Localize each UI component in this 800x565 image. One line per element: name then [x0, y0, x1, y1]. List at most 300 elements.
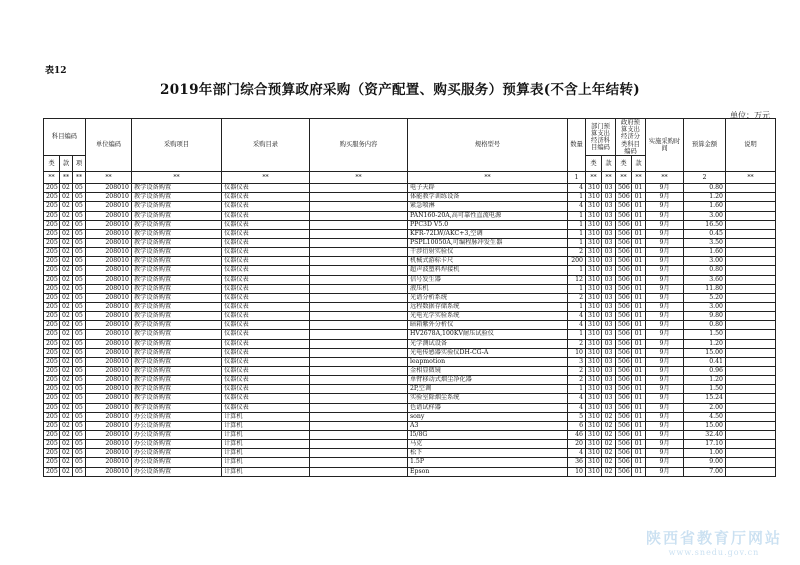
cell-gov-kuan: 01: [632, 421, 646, 430]
table-row: [44, 440, 776, 449]
cell-lei: 205: [44, 284, 60, 293]
cell-amount: 3.50: [684, 239, 726, 248]
cell-dept-kuan: 03: [602, 348, 616, 357]
cell-catalog: 仪器仪表: [222, 293, 310, 302]
table-row: [44, 303, 776, 312]
cell-qty: 1: [568, 266, 586, 275]
cell-xiang: 05: [73, 193, 86, 202]
cell-catalog: 仪器仪表: [222, 385, 310, 394]
cell-spec: 暗箱紫外分析仪: [408, 321, 568, 330]
cell-project: 教学设备购置: [132, 257, 222, 266]
cell-note: [726, 357, 776, 366]
table-row: [44, 248, 776, 257]
cell-kuan: 02: [60, 257, 73, 266]
cell-catalog: 仪器仪表: [222, 357, 310, 366]
cell-unit-code: 208010: [86, 284, 132, 293]
cell-amount: 2.00: [684, 403, 726, 412]
cell-service: [310, 440, 408, 449]
cell-service: [310, 284, 408, 293]
cell-qty: 1: [568, 385, 586, 394]
cell-gov-lei: 506: [616, 357, 632, 366]
cell-dept-kuan: 03: [602, 266, 616, 275]
cell-dept-kuan: 03: [602, 202, 616, 211]
cell-spec: 远程数据存储系统: [408, 303, 568, 312]
cell-lei: 205: [44, 366, 60, 375]
cell-gov-lei: 506: [616, 348, 632, 357]
cell-month: 9月: [646, 202, 684, 211]
cell-gov-kuan: 01: [632, 403, 646, 412]
cell-dept-kuan: 03: [602, 366, 616, 375]
cell-gov-kuan: 01: [632, 211, 646, 220]
cell-xiang: 05: [73, 330, 86, 339]
cell-dept-lei: 310: [586, 339, 602, 348]
cell-month: 9月: [646, 312, 684, 321]
cell-dept-kuan: 02: [602, 430, 616, 439]
cell-gov-lei: 506: [616, 430, 632, 439]
header-gov-code: 政府预算支出经济分类科目编码: [616, 119, 646, 156]
cell-dept-lei: 310: [586, 275, 602, 284]
cell-dept-lei: 310: [586, 430, 602, 439]
cell-project: 教学设备购置: [132, 284, 222, 293]
cell-month: 9月: [646, 458, 684, 467]
cell-note: [726, 248, 776, 257]
cell-dept-kuan: 03: [602, 257, 616, 266]
cell-gov-lei: 506: [616, 385, 632, 394]
header-dept-lei: 类: [586, 156, 602, 172]
cell-unit-code: 208010: [86, 248, 132, 257]
cell-lei: 205: [44, 275, 60, 284]
cell-qty: 1: [568, 220, 586, 229]
table-body: [44, 184, 776, 477]
cell-unit-code: 208010: [86, 376, 132, 385]
cell-project: 教学设备购置: [132, 330, 222, 339]
marker-cell: **: [646, 172, 684, 184]
cell-month: 9月: [646, 248, 684, 257]
cell-dept-kuan: 02: [602, 449, 616, 458]
cell-dept-kuan: 03: [602, 239, 616, 248]
cell-catalog: 计算机: [222, 440, 310, 449]
cell-unit-code: 208010: [86, 303, 132, 312]
cell-dept-kuan: 03: [602, 385, 616, 394]
cell-xiang: 05: [73, 312, 86, 321]
cell-project: 教学设备购置: [132, 348, 222, 357]
cell-gov-kuan: 01: [632, 357, 646, 366]
cell-qty: 1: [568, 239, 586, 248]
cell-kuan: 02: [60, 348, 73, 357]
cell-spec: 光电传感器实验仪DH-CG-A: [408, 348, 568, 357]
cell-kuan: 02: [60, 357, 73, 366]
table-row: [44, 321, 776, 330]
cell-lei: 205: [44, 357, 60, 366]
cell-gov-lei: 506: [616, 449, 632, 458]
cell-amount: 0.45: [684, 229, 726, 238]
cell-note: [726, 403, 776, 412]
cell-project: 教学设备购置: [132, 303, 222, 312]
cell-amount: 5.20: [684, 293, 726, 302]
cell-qty: 2: [568, 376, 586, 385]
cell-spec: leapmotion: [408, 357, 568, 366]
cell-month: 9月: [646, 348, 684, 357]
cell-kuan: 02: [60, 339, 73, 348]
cell-gov-kuan: 01: [632, 394, 646, 403]
marker-cell: **: [408, 172, 568, 184]
watermark-site-name: 陕西省教育厅网站: [645, 529, 782, 547]
table-row: [44, 339, 776, 348]
cell-xiang: 05: [73, 348, 86, 357]
cell-xiang: 05: [73, 284, 86, 293]
cell-service: [310, 467, 408, 476]
cell-gov-lei: 506: [616, 248, 632, 257]
header-service: 购买服务内容: [310, 119, 408, 172]
cell-dept-kuan: 02: [602, 412, 616, 421]
cell-catalog: 仪器仪表: [222, 312, 310, 321]
cell-gov-lei: 506: [616, 220, 632, 229]
marker-cell: 1: [568, 172, 586, 184]
cell-amount: 1.00: [684, 449, 726, 458]
cell-lei: 205: [44, 303, 60, 312]
cell-spec: 光学测试设备: [408, 339, 568, 348]
table-header: [44, 119, 776, 184]
cell-gov-kuan: 01: [632, 412, 646, 421]
cell-lei: 205: [44, 248, 60, 257]
table-row: [44, 403, 776, 412]
cell-dept-lei: 310: [586, 449, 602, 458]
cell-note: [726, 440, 776, 449]
cell-service: [310, 220, 408, 229]
cell-lei: 205: [44, 430, 60, 439]
cell-amount: 1.60: [684, 248, 726, 257]
cell-gov-kuan: 01: [632, 458, 646, 467]
cell-note: [726, 366, 776, 375]
table-row: [44, 458, 776, 467]
cell-note: [726, 330, 776, 339]
cell-note: [726, 239, 776, 248]
cell-dept-lei: 310: [586, 357, 602, 366]
cell-gov-lei: 506: [616, 211, 632, 220]
cell-service: [310, 248, 408, 257]
cell-xiang: 05: [73, 257, 86, 266]
cell-gov-kuan: 01: [632, 440, 646, 449]
cell-gov-lei: 506: [616, 330, 632, 339]
cell-dept-kuan: 03: [602, 321, 616, 330]
cell-catalog: 仪器仪表: [222, 376, 310, 385]
cell-amount: 16.50: [684, 220, 726, 229]
cell-qty: 2: [568, 248, 586, 257]
cell-kuan: 02: [60, 440, 73, 449]
cell-gov-kuan: 01: [632, 184, 646, 193]
cell-lei: 205: [44, 467, 60, 476]
cell-note: [726, 303, 776, 312]
cell-amount: 0.41: [684, 357, 726, 366]
cell-service: [310, 394, 408, 403]
cell-kuan: 02: [60, 303, 73, 312]
cell-qty: 4: [568, 312, 586, 321]
cell-gov-kuan: 01: [632, 330, 646, 339]
cell-unit-code: 208010: [86, 440, 132, 449]
cell-lei: 205: [44, 266, 60, 275]
table-row: [44, 430, 776, 439]
cell-kuan: 02: [60, 211, 73, 220]
cell-qty: 1: [568, 284, 586, 293]
cell-month: 9月: [646, 239, 684, 248]
cell-amount: 1.50: [684, 385, 726, 394]
cell-qty: 4: [568, 184, 586, 193]
cell-lei: 205: [44, 312, 60, 321]
cell-gov-kuan: 01: [632, 257, 646, 266]
cell-month: 9月: [646, 193, 684, 202]
table-row: [44, 421, 776, 430]
cell-kuan: 02: [60, 184, 73, 193]
cell-gov-kuan: 01: [632, 348, 646, 357]
cell-kuan: 02: [60, 421, 73, 430]
cell-lei: 205: [44, 257, 60, 266]
cell-xiang: 05: [73, 394, 86, 403]
cell-dept-kuan: 03: [602, 357, 616, 366]
cell-catalog: 仪器仪表: [222, 229, 310, 238]
cell-unit-code: 208010: [86, 312, 132, 321]
cell-gov-lei: 506: [616, 366, 632, 375]
cell-amount: 3.00: [684, 211, 726, 220]
cell-catalog: 仪器仪表: [222, 303, 310, 312]
cell-catalog: 仪器仪表: [222, 266, 310, 275]
cell-qty: 10: [568, 467, 586, 476]
cell-amount: 0.96: [684, 366, 726, 375]
cell-lei: 205: [44, 339, 60, 348]
cell-catalog: 计算机: [222, 458, 310, 467]
cell-amount: 11.80: [684, 284, 726, 293]
cell-dept-kuan: 02: [602, 421, 616, 430]
cell-dept-lei: 310: [586, 385, 602, 394]
table-row: [44, 449, 776, 458]
cell-amount: 17.10: [684, 440, 726, 449]
cell-gov-lei: 506: [616, 275, 632, 284]
cell-spec: 紧急喷淋: [408, 202, 568, 211]
cell-service: [310, 275, 408, 284]
cell-lei: 205: [44, 440, 60, 449]
cell-dept-lei: 310: [586, 376, 602, 385]
cell-service: [310, 184, 408, 193]
cell-qty: 1: [568, 211, 586, 220]
table-row: [44, 385, 776, 394]
cell-gov-lei: 506: [616, 293, 632, 302]
cell-month: 9月: [646, 266, 684, 275]
cell-catalog: 计算机: [222, 412, 310, 421]
cell-project: 教学设备购置: [132, 366, 222, 375]
header-spec: 规格型号: [408, 119, 568, 172]
cell-dept-kuan: 03: [602, 312, 616, 321]
cell-xiang: 05: [73, 357, 86, 366]
cell-kuan: 02: [60, 266, 73, 275]
table-row: [44, 193, 776, 202]
cell-dept-kuan: 03: [602, 394, 616, 403]
cell-project: 教学设备购置: [132, 357, 222, 366]
cell-spec: 液压机: [408, 284, 568, 293]
table-row: [44, 467, 776, 476]
cell-lei: 205: [44, 376, 60, 385]
cell-dept-kuan: 02: [602, 458, 616, 467]
cell-unit-code: 208010: [86, 366, 132, 375]
cell-gov-kuan: 01: [632, 220, 646, 229]
cell-note: [726, 284, 776, 293]
cell-xiang: 05: [73, 339, 86, 348]
cell-xiang: 05: [73, 376, 86, 385]
cell-note: [726, 220, 776, 229]
cell-note: [726, 312, 776, 321]
cell-note: [726, 266, 776, 275]
cell-dept-lei: 310: [586, 239, 602, 248]
unit-label: 单位：万元: [730, 111, 770, 120]
cell-gov-kuan: 01: [632, 366, 646, 375]
cell-dept-kuan: 03: [602, 303, 616, 312]
cell-dept-lei: 310: [586, 220, 602, 229]
cell-gov-kuan: 01: [632, 312, 646, 321]
cell-xiang: 05: [73, 430, 86, 439]
cell-note: [726, 394, 776, 403]
cell-service: [310, 376, 408, 385]
header-gov-kuan: 款: [632, 156, 646, 172]
cell-gov-lei: 506: [616, 339, 632, 348]
cell-amount: 9.80: [684, 312, 726, 321]
cell-kuan: 02: [60, 321, 73, 330]
cell-dept-lei: 310: [586, 412, 602, 421]
budget-table: [43, 118, 776, 477]
cell-month: 9月: [646, 385, 684, 394]
cell-unit-code: 208010: [86, 412, 132, 421]
table-row: [44, 239, 776, 248]
cell-dept-lei: 310: [586, 211, 602, 220]
cell-project: 教学设备购置: [132, 220, 222, 229]
cell-gov-lei: 506: [616, 394, 632, 403]
cell-lei: 205: [44, 449, 60, 458]
marker-cell: **: [726, 172, 776, 184]
cell-gov-kuan: 01: [632, 193, 646, 202]
cell-unit-code: 208010: [86, 293, 132, 302]
cell-qty: 4: [568, 394, 586, 403]
cell-note: [726, 321, 776, 330]
cell-dept-lei: 310: [586, 184, 602, 193]
header-gov-lei: 类: [616, 156, 632, 172]
cell-note: [726, 229, 776, 238]
cell-note: [726, 293, 776, 302]
cell-catalog: 仪器仪表: [222, 284, 310, 293]
cell-note: [726, 339, 776, 348]
cell-qty: 4: [568, 202, 586, 211]
table-row: [44, 412, 776, 421]
cell-gov-lei: 506: [616, 421, 632, 430]
cell-qty: 1: [568, 193, 586, 202]
cell-qty: 20: [568, 440, 586, 449]
table-row: [44, 220, 776, 229]
cell-gov-lei: 506: [616, 403, 632, 412]
cell-project: 办公设备购置: [132, 458, 222, 467]
cell-xiang: 05: [73, 248, 86, 257]
cell-unit-code: 208010: [86, 202, 132, 211]
cell-catalog: 仪器仪表: [222, 348, 310, 357]
cell-gov-kuan: 01: [632, 284, 646, 293]
watermark-url: www.snedu.gov.cn: [668, 548, 760, 557]
cell-service: [310, 211, 408, 220]
cell-month: 9月: [646, 330, 684, 339]
marker-cell: **: [86, 172, 132, 184]
cell-dept-lei: 310: [586, 330, 602, 339]
cell-note: [726, 449, 776, 458]
cell-spec: 2P,空调: [408, 385, 568, 394]
cell-spec: 光谱分析系统: [408, 293, 568, 302]
cell-unit-code: 208010: [86, 339, 132, 348]
cell-spec: I5/8G: [408, 430, 568, 439]
cell-xiang: 05: [73, 458, 86, 467]
cell-amount: 15.00: [684, 421, 726, 430]
cell-note: [726, 467, 776, 476]
cell-catalog: 仪器仪表: [222, 193, 310, 202]
cell-spec: HV2678A,100KV耐压试验仪: [408, 330, 568, 339]
cell-xiang: 05: [73, 385, 86, 394]
cell-dept-lei: 310: [586, 293, 602, 302]
cell-unit-code: 208010: [86, 266, 132, 275]
cell-lei: 205: [44, 293, 60, 302]
cell-service: [310, 421, 408, 430]
cell-dept-lei: 310: [586, 202, 602, 211]
cell-unit-code: 208010: [86, 357, 132, 366]
cell-xiang: 05: [73, 293, 86, 302]
cell-amount: 7.00: [684, 467, 726, 476]
cell-service: [310, 403, 408, 412]
cell-lei: 205: [44, 348, 60, 357]
cell-lei: 205: [44, 220, 60, 229]
cell-catalog: 仪器仪表: [222, 321, 310, 330]
cell-service: [310, 357, 408, 366]
cell-xiang: 05: [73, 412, 86, 421]
table-row: [44, 348, 776, 357]
cell-unit-code: 208010: [86, 449, 132, 458]
cell-month: 9月: [646, 220, 684, 229]
cell-unit-code: 208010: [86, 321, 132, 330]
cell-xiang: 05: [73, 321, 86, 330]
cell-dept-lei: 310: [586, 248, 602, 257]
cell-note: [726, 348, 776, 357]
cell-lei: 205: [44, 184, 60, 193]
cell-kuan: 02: [60, 394, 73, 403]
cell-unit-code: 208010: [86, 330, 132, 339]
cell-gov-lei: 506: [616, 239, 632, 248]
cell-gov-kuan: 01: [632, 430, 646, 439]
cell-catalog: 仪器仪表: [222, 394, 310, 403]
cell-service: [310, 202, 408, 211]
header-dept-code: 部门预算支出经济科目编码: [586, 119, 616, 156]
cell-month: 9月: [646, 412, 684, 421]
cell-dept-kuan: 03: [602, 330, 616, 339]
marker-cell: **: [602, 172, 616, 184]
header-kuan: 款: [60, 156, 73, 172]
cell-note: [726, 412, 776, 421]
cell-lei: 205: [44, 193, 60, 202]
cell-project: 教学设备购置: [132, 266, 222, 275]
cell-kuan: 02: [60, 412, 73, 421]
cell-xiang: 05: [73, 303, 86, 312]
cell-amount: 0.80: [684, 321, 726, 330]
cell-amount: 1.20: [684, 376, 726, 385]
cell-dept-kuan: 03: [602, 293, 616, 302]
cell-lei: 205: [44, 385, 60, 394]
table-row: [44, 394, 776, 403]
cell-month: 9月: [646, 257, 684, 266]
table-row: [44, 202, 776, 211]
cell-unit-code: 208010: [86, 348, 132, 357]
cell-amount: 3.60: [684, 275, 726, 284]
cell-month: 9月: [646, 394, 684, 403]
cell-unit-code: 208010: [86, 239, 132, 248]
cell-spec: 光电光学实验系统: [408, 312, 568, 321]
